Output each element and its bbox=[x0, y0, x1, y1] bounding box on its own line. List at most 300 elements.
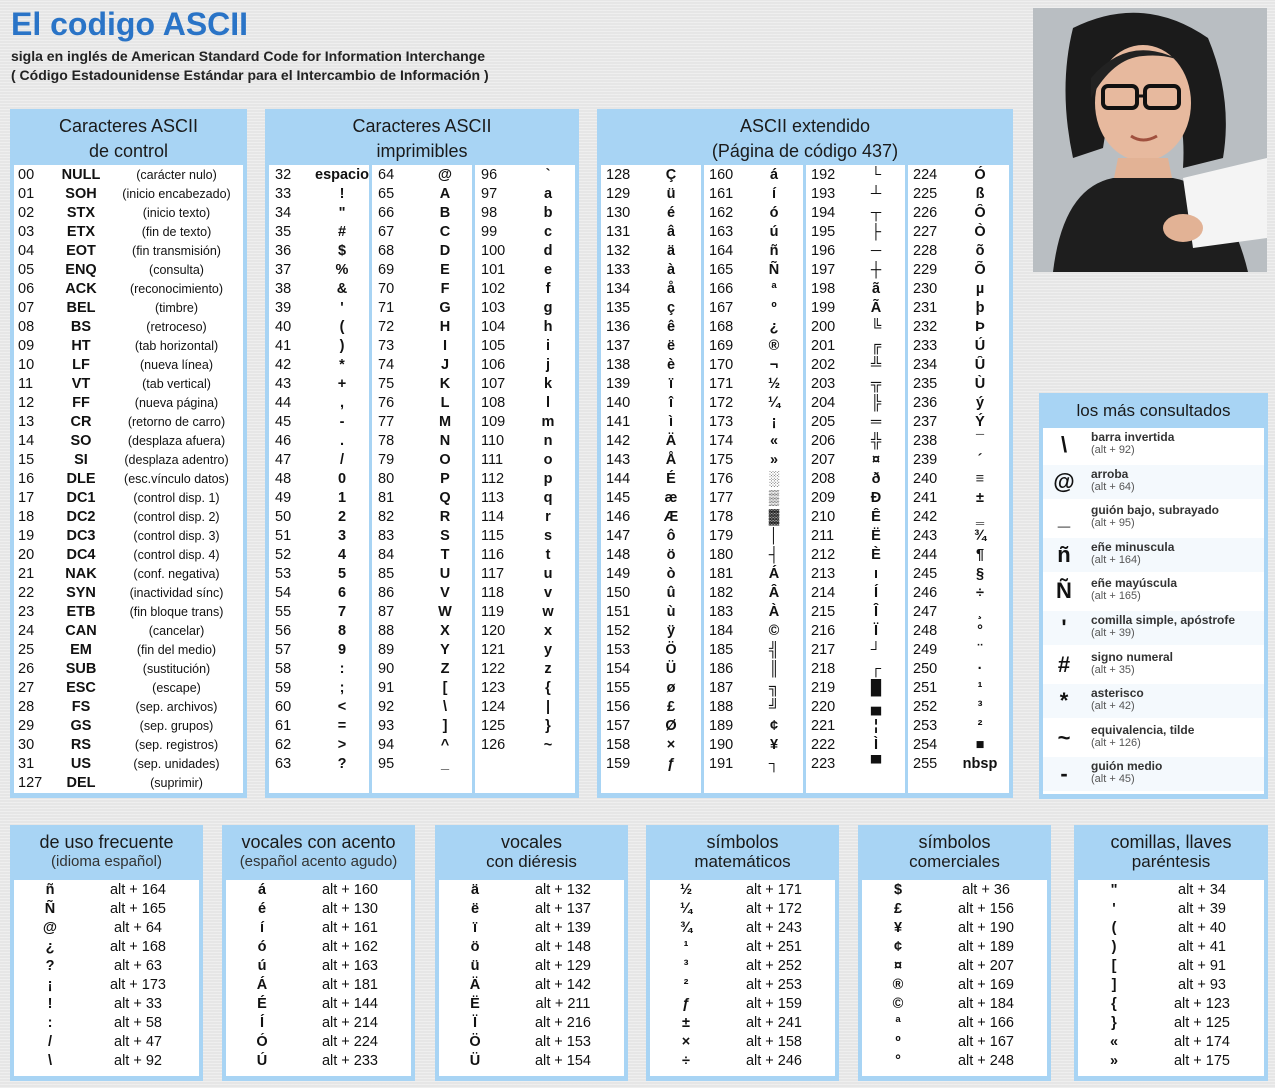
char-glyph: c bbox=[543, 224, 553, 240]
char-code: 238 bbox=[913, 433, 938, 449]
shortcut-code: alt + 181 bbox=[321, 977, 379, 993]
char-glyph: ÿ bbox=[666, 623, 676, 639]
char-glyph: î bbox=[668, 395, 674, 411]
shortcut-code: alt + 40 bbox=[1178, 920, 1226, 936]
control-description: (carácter nulo) bbox=[136, 168, 217, 182]
control-code: 13 bbox=[18, 414, 35, 430]
quotes-braces-table bbox=[1082, 881, 1258, 1071]
char-glyph: © bbox=[768, 623, 780, 639]
char-glyph: ╚ bbox=[870, 319, 882, 335]
shortcut-code: alt + 130 bbox=[321, 901, 379, 917]
control-code: 22 bbox=[18, 585, 35, 601]
char-glyph: ╩ bbox=[870, 357, 882, 373]
control-abbrev: CR bbox=[70, 414, 92, 430]
char-code: 174 bbox=[709, 433, 734, 449]
char-code: 162 bbox=[709, 205, 734, 221]
char-glyph: % bbox=[335, 262, 349, 278]
char-code: 226 bbox=[913, 205, 938, 221]
printable-chars-panel bbox=[265, 109, 579, 798]
char-glyph: 5 bbox=[337, 566, 347, 582]
char-code: 232 bbox=[913, 319, 938, 335]
char-code: 215 bbox=[811, 604, 836, 620]
char-glyph: ² bbox=[977, 718, 983, 734]
char-code: 219 bbox=[811, 680, 836, 696]
char-glyph: f bbox=[545, 281, 551, 297]
favorite-alt-code: (alt + 35) bbox=[1091, 663, 1135, 676]
favorite-alt-code: (alt + 165) bbox=[1091, 590, 1141, 603]
control-abbrev: NAK bbox=[65, 566, 97, 582]
char-glyph: Æ bbox=[663, 509, 679, 525]
char-glyph: 3 bbox=[337, 528, 347, 544]
char-glyph: I bbox=[442, 338, 448, 354]
math-symbols-subtitle: matemáticos bbox=[694, 852, 791, 871]
most-consulted-panel bbox=[1039, 393, 1268, 799]
char-code: 125 bbox=[481, 718, 506, 734]
char-code: 103 bbox=[481, 300, 506, 316]
control-description: (esc.vínculo datos) bbox=[124, 472, 229, 486]
char-glyph: ┌ bbox=[870, 661, 882, 677]
char-code: 67 bbox=[378, 224, 395, 240]
control-code: 31 bbox=[18, 756, 35, 772]
control-chars-subtitle: de control bbox=[88, 141, 169, 161]
char-glyph: m bbox=[541, 414, 555, 430]
char-glyph: nbsp bbox=[962, 756, 998, 772]
char-glyph: V bbox=[440, 585, 450, 601]
favorite-item bbox=[1043, 757, 1264, 791]
char-code: 241 bbox=[913, 490, 938, 506]
shortcut-char: ¡ bbox=[47, 977, 53, 993]
char-glyph: ¡ bbox=[771, 414, 777, 430]
favorite-symbol: ~ bbox=[1057, 724, 1071, 750]
char-glyph: y bbox=[543, 642, 553, 658]
char-glyph: Þ bbox=[975, 319, 985, 335]
shortcut-code: alt + 163 bbox=[321, 958, 379, 974]
char-code: 143 bbox=[606, 452, 631, 468]
char-glyph: æ bbox=[664, 490, 678, 506]
char-code: 39 bbox=[275, 300, 292, 316]
control-description: (fin del medio) bbox=[136, 643, 217, 657]
control-code: 00 bbox=[18, 167, 35, 183]
char-glyph: $ bbox=[337, 243, 347, 259]
char-glyph: t bbox=[545, 547, 551, 563]
control-chars-table bbox=[18, 166, 243, 793]
char-glyph: Û bbox=[974, 357, 986, 373]
shortcut-char: Í bbox=[259, 1015, 265, 1031]
char-code: 106 bbox=[481, 357, 506, 373]
char-code: 34 bbox=[275, 205, 292, 221]
shortcut-code: alt + 159 bbox=[745, 996, 803, 1012]
accented-vowels-title: vocales con acento bbox=[241, 832, 396, 852]
char-glyph: 4 bbox=[337, 547, 347, 563]
char-code: 154 bbox=[606, 661, 631, 677]
control-code: 03 bbox=[18, 224, 35, 240]
char-code: 140 bbox=[606, 395, 631, 411]
char-code: 117 bbox=[481, 566, 505, 582]
char-code: 252 bbox=[913, 699, 938, 715]
char-code: 121 bbox=[481, 642, 506, 658]
shortcut-char: Ó bbox=[256, 1034, 268, 1050]
char-glyph: i bbox=[545, 338, 551, 354]
char-glyph: ¬ bbox=[769, 357, 779, 373]
char-code: 221 bbox=[811, 718, 836, 734]
quotes-braces-subtitle: paréntesis bbox=[1131, 852, 1211, 871]
char-code: 61 bbox=[275, 718, 292, 734]
char-glyph: Ñ bbox=[768, 262, 780, 278]
shortcut-char: Ä bbox=[469, 977, 481, 993]
control-description: (tab vertical) bbox=[142, 377, 211, 391]
char-code: 128 bbox=[606, 167, 631, 183]
char-glyph: \ bbox=[442, 699, 448, 715]
char-glyph: ╣ bbox=[768, 642, 780, 658]
char-glyph: Å bbox=[665, 452, 677, 468]
shortcut-char: ö bbox=[470, 939, 480, 955]
char-code: 130 bbox=[606, 205, 631, 221]
shortcut-char: º bbox=[895, 1034, 901, 1050]
control-description: (sustitución) bbox=[142, 662, 211, 676]
extended-column-3 bbox=[811, 166, 905, 774]
shortcut-code: alt + 253 bbox=[745, 977, 803, 993]
shortcut-code: alt + 246 bbox=[745, 1053, 803, 1069]
shortcut-code: alt + 190 bbox=[957, 920, 1015, 936]
char-code: 172 bbox=[709, 395, 734, 411]
shortcut-code: alt + 63 bbox=[114, 958, 162, 974]
char-code: 105 bbox=[481, 338, 506, 354]
char-code: 189 bbox=[709, 718, 734, 734]
char-glyph: « bbox=[769, 433, 779, 449]
shortcut-char: ± bbox=[682, 1015, 690, 1031]
control-description: (sep. registros) bbox=[134, 738, 219, 752]
favorite-name: eñe minuscula bbox=[1091, 539, 1175, 554]
char-glyph: ¾ bbox=[973, 528, 987, 544]
control-description: (conf. negativa) bbox=[133, 567, 220, 581]
char-glyph: M bbox=[438, 414, 452, 430]
char-code: 109 bbox=[481, 414, 506, 430]
char-code: 225 bbox=[913, 186, 938, 202]
control-abbrev: SYN bbox=[66, 585, 96, 601]
shortcut-code: alt + 162 bbox=[321, 939, 379, 955]
char-glyph: ± bbox=[976, 490, 984, 506]
char-code: 182 bbox=[709, 585, 734, 601]
favorite-alt-code: (alt + 64) bbox=[1091, 480, 1135, 493]
shortcut-code: alt + 165 bbox=[109, 901, 167, 917]
char-code: 35 bbox=[275, 224, 292, 240]
control-code: 12 bbox=[18, 395, 35, 411]
char-glyph: × bbox=[666, 737, 676, 753]
shortcut-char: ³ bbox=[683, 958, 689, 974]
char-code: 173 bbox=[709, 414, 734, 430]
char-code: 82 bbox=[378, 509, 395, 525]
char-glyph: ▒ bbox=[768, 490, 780, 506]
shortcut-char: Ü bbox=[469, 1053, 481, 1069]
char-glyph: - bbox=[339, 414, 345, 430]
shortcut-code: alt + 243 bbox=[745, 920, 803, 936]
char-glyph: ƒ bbox=[666, 756, 676, 772]
shortcut-code: alt + 252 bbox=[745, 958, 803, 974]
char-code: 229 bbox=[913, 262, 938, 278]
char-code: 86 bbox=[378, 585, 395, 601]
accented-vowels-table bbox=[230, 881, 406, 1071]
char-glyph: B bbox=[439, 205, 451, 221]
char-glyph: x bbox=[543, 623, 553, 639]
shortcut-code: alt + 47 bbox=[114, 1034, 162, 1050]
char-glyph: T bbox=[440, 547, 450, 563]
char-glyph: Ü bbox=[665, 661, 677, 677]
umlaut-vowels-subtitle: con diéresis bbox=[486, 852, 577, 871]
char-code: 43 bbox=[275, 376, 292, 392]
favorite-alt-code: (alt + 45) bbox=[1091, 773, 1135, 786]
char-code: 192 bbox=[811, 167, 836, 183]
extended-column-2 bbox=[709, 166, 803, 774]
char-code: 44 bbox=[275, 395, 292, 411]
control-code: 11 bbox=[18, 376, 34, 392]
char-code: 194 bbox=[811, 205, 836, 221]
shortcut-char: © bbox=[892, 996, 904, 1012]
char-code: 178 bbox=[709, 509, 734, 525]
control-description: (suprimir) bbox=[150, 776, 203, 790]
char-glyph: L bbox=[440, 395, 450, 411]
shortcut-code: alt + 166 bbox=[957, 1015, 1015, 1031]
char-code: 218 bbox=[811, 661, 836, 677]
control-abbrev: BS bbox=[70, 319, 92, 335]
control-description: (timbre) bbox=[154, 301, 199, 315]
char-code: 99 bbox=[481, 224, 498, 240]
char-code: 132 bbox=[606, 243, 631, 259]
char-code: 97 bbox=[481, 186, 498, 202]
char-glyph: 7 bbox=[337, 604, 347, 620]
shortcut-char: ! bbox=[47, 996, 53, 1012]
shortcut-code: alt + 142 bbox=[534, 977, 592, 993]
char-glyph: ï bbox=[668, 376, 674, 392]
char-glyph: å bbox=[666, 281, 676, 297]
char-glyph: espacio bbox=[315, 167, 369, 183]
char-code: 124 bbox=[481, 699, 506, 715]
char-code: 88 bbox=[378, 623, 395, 639]
control-description: (desplaza afuera) bbox=[127, 434, 226, 448]
extended-column-1 bbox=[606, 166, 700, 774]
char-glyph: | bbox=[545, 699, 551, 715]
char-code: 110 bbox=[481, 433, 505, 449]
char-glyph: Ý bbox=[975, 414, 985, 430]
char-glyph: Ô bbox=[974, 205, 986, 221]
char-code: 177 bbox=[709, 490, 734, 506]
control-code: 30 bbox=[18, 737, 35, 753]
char-code: 85 bbox=[378, 566, 395, 582]
char-code: 90 bbox=[378, 661, 395, 677]
char-glyph: ╗ bbox=[768, 680, 780, 696]
char-code: 180 bbox=[709, 547, 734, 563]
math-symbols-panel bbox=[646, 825, 839, 1081]
extended-column-4 bbox=[913, 166, 1011, 774]
control-code: 09 bbox=[18, 338, 35, 354]
favorite-item bbox=[1043, 428, 1264, 462]
avatar-illustration bbox=[1033, 8, 1267, 272]
shortcut-char: ÷ bbox=[682, 1053, 690, 1069]
control-abbrev: SI bbox=[74, 452, 88, 468]
shortcut-char: @ bbox=[42, 920, 58, 936]
char-glyph: C bbox=[439, 224, 451, 240]
char-code: 113 bbox=[481, 490, 505, 506]
char-glyph: 0 bbox=[337, 471, 347, 487]
control-abbrev: RS bbox=[70, 737, 92, 753]
char-code: 246 bbox=[913, 585, 938, 601]
extended-chars-panel bbox=[597, 109, 1013, 798]
favorite-item bbox=[1043, 648, 1264, 682]
commercial-symbols-subtitle: comerciales bbox=[909, 852, 1000, 871]
shortcut-code: alt + 169 bbox=[957, 977, 1015, 993]
shortcut-char: ñ bbox=[45, 882, 55, 898]
control-code: 20 bbox=[18, 547, 35, 563]
char-code: 236 bbox=[913, 395, 938, 411]
shortcut-char: ª bbox=[895, 1015, 901, 1031]
char-glyph: } bbox=[545, 718, 551, 734]
char-glyph: ═ bbox=[870, 414, 882, 430]
shortcut-code: alt + 167 bbox=[957, 1034, 1015, 1050]
char-code: 59 bbox=[275, 680, 292, 696]
control-abbrev: BEL bbox=[66, 300, 96, 316]
char-code: 235 bbox=[913, 376, 938, 392]
shortcut-code: alt + 64 bbox=[114, 920, 162, 936]
shortcut-char: í bbox=[259, 920, 265, 936]
char-code: 186 bbox=[709, 661, 734, 677]
char-code: 46 bbox=[275, 433, 292, 449]
control-description: (retroceso) bbox=[146, 320, 207, 334]
control-code: 26 bbox=[18, 661, 35, 677]
char-glyph: ‗ bbox=[975, 509, 984, 525]
char-code: 129 bbox=[606, 186, 631, 202]
char-glyph: ¼ bbox=[767, 395, 781, 411]
shortcut-char: Ö bbox=[469, 1034, 481, 1050]
page-subtitle-spanish: ( Código Estadounidense Estándar para el Intercambio de Información ) bbox=[11, 67, 489, 83]
char-glyph: k bbox=[543, 376, 553, 392]
shortcut-code: alt + 158 bbox=[745, 1034, 803, 1050]
char-code: 50 bbox=[275, 509, 292, 525]
favorite-alt-code: (alt + 95) bbox=[1091, 517, 1135, 530]
char-code: 96 bbox=[481, 167, 498, 183]
control-abbrev: EOT bbox=[66, 243, 96, 259]
char-code: 170 bbox=[709, 357, 734, 373]
shortcut-code: alt + 33 bbox=[114, 996, 162, 1012]
char-glyph: └ bbox=[870, 167, 882, 183]
char-glyph: ' bbox=[340, 300, 344, 316]
char-glyph: ╔ bbox=[870, 338, 882, 354]
char-glyph: ~ bbox=[543, 737, 553, 753]
char-glyph: ´ bbox=[977, 452, 983, 468]
char-glyph: / bbox=[339, 452, 345, 468]
quotes-braces-panel bbox=[1074, 825, 1268, 1081]
char-code: 243 bbox=[913, 528, 938, 544]
char-glyph: ] bbox=[442, 718, 448, 734]
char-code: 148 bbox=[606, 547, 631, 563]
char-code: 138 bbox=[606, 357, 631, 373]
shortcut-char: ( bbox=[1111, 920, 1117, 936]
shortcut-code: alt + 129 bbox=[534, 958, 592, 974]
char-glyph: è bbox=[666, 357, 676, 373]
char-glyph: Ç bbox=[665, 167, 677, 183]
char-code: 222 bbox=[811, 737, 836, 753]
char-glyph: Õ bbox=[974, 262, 986, 278]
char-code: 152 bbox=[606, 623, 631, 639]
char-code: 56 bbox=[275, 623, 292, 639]
char-code: 231 bbox=[913, 300, 938, 316]
shortcut-code: alt + 171 bbox=[745, 882, 803, 898]
control-code: 01 bbox=[18, 186, 35, 202]
char-code: 248 bbox=[913, 623, 938, 639]
most-consulted-title: los más consultados bbox=[1076, 401, 1231, 420]
control-description: (control disp. 4) bbox=[133, 548, 220, 562]
char-glyph: ³ bbox=[977, 699, 983, 715]
char-code: 71 bbox=[378, 300, 395, 316]
char-code: 202 bbox=[811, 357, 836, 373]
control-abbrev: SOH bbox=[65, 186, 97, 202]
char-code: 167 bbox=[709, 300, 734, 316]
char-code: 183 bbox=[709, 604, 734, 620]
char-glyph: é bbox=[666, 205, 676, 221]
char-code: 237 bbox=[913, 414, 938, 430]
char-glyph: Í bbox=[873, 585, 879, 601]
char-glyph: õ bbox=[975, 243, 985, 259]
char-glyph: █ bbox=[870, 680, 882, 696]
umlaut-vowels-table bbox=[443, 881, 619, 1071]
char-glyph: z bbox=[544, 661, 552, 677]
char-glyph: Z bbox=[440, 661, 450, 677]
char-glyph: ┼ bbox=[870, 262, 882, 278]
control-abbrev: DLE bbox=[66, 471, 96, 487]
char-glyph: & bbox=[336, 281, 348, 297]
control-abbrev: DC3 bbox=[66, 528, 96, 544]
char-glyph: ú bbox=[769, 224, 779, 240]
char-glyph: ^ bbox=[440, 737, 450, 753]
char-glyph: ▄ bbox=[870, 699, 882, 715]
char-glyph: ¥ bbox=[769, 737, 779, 753]
control-abbrev: DC4 bbox=[66, 547, 96, 563]
shortcut-char: ] bbox=[1111, 977, 1117, 993]
char-glyph: ¿ bbox=[769, 319, 779, 335]
char-code: 220 bbox=[811, 699, 836, 715]
char-code: 45 bbox=[275, 414, 292, 430]
char-code: 233 bbox=[913, 338, 938, 354]
char-glyph: À bbox=[768, 604, 780, 620]
char-glyph: ½ bbox=[767, 376, 781, 392]
char-glyph: U bbox=[439, 566, 451, 582]
char-code: 149 bbox=[606, 566, 631, 582]
page-subtitle-english: sigla en inglés de American Standard Code for Information Interchange bbox=[11, 48, 486, 64]
char-code: 83 bbox=[378, 528, 395, 544]
char-code: 216 bbox=[811, 623, 836, 639]
char-glyph: ® bbox=[768, 338, 780, 354]
shortcut-char: « bbox=[1109, 1034, 1119, 1050]
char-code: 245 bbox=[913, 566, 938, 582]
printable-column-2 bbox=[378, 166, 476, 774]
char-code: 66 bbox=[378, 205, 395, 221]
control-description: (fin de texto) bbox=[141, 225, 212, 239]
char-glyph: g bbox=[543, 300, 553, 316]
char-code: 206 bbox=[811, 433, 836, 449]
control-code: 29 bbox=[18, 718, 35, 734]
favorite-symbol: Ñ bbox=[1056, 578, 1072, 604]
char-glyph: ░ bbox=[768, 471, 780, 487]
char-glyph: ¶ bbox=[975, 547, 985, 563]
char-code: 70 bbox=[378, 281, 395, 297]
control-code: 17 bbox=[18, 490, 35, 506]
char-glyph: ù bbox=[666, 604, 676, 620]
char-glyph: 2 bbox=[337, 509, 347, 525]
shortcut-code: alt + 153 bbox=[534, 1034, 592, 1050]
favorite-symbol: _ bbox=[1057, 505, 1071, 531]
control-description: (inicio encabezado) bbox=[122, 187, 231, 201]
char-glyph: W bbox=[438, 604, 452, 620]
favorite-name: guión bajo, subrayado bbox=[1091, 503, 1220, 518]
control-chars-title: Caracteres ASCII bbox=[58, 116, 199, 136]
